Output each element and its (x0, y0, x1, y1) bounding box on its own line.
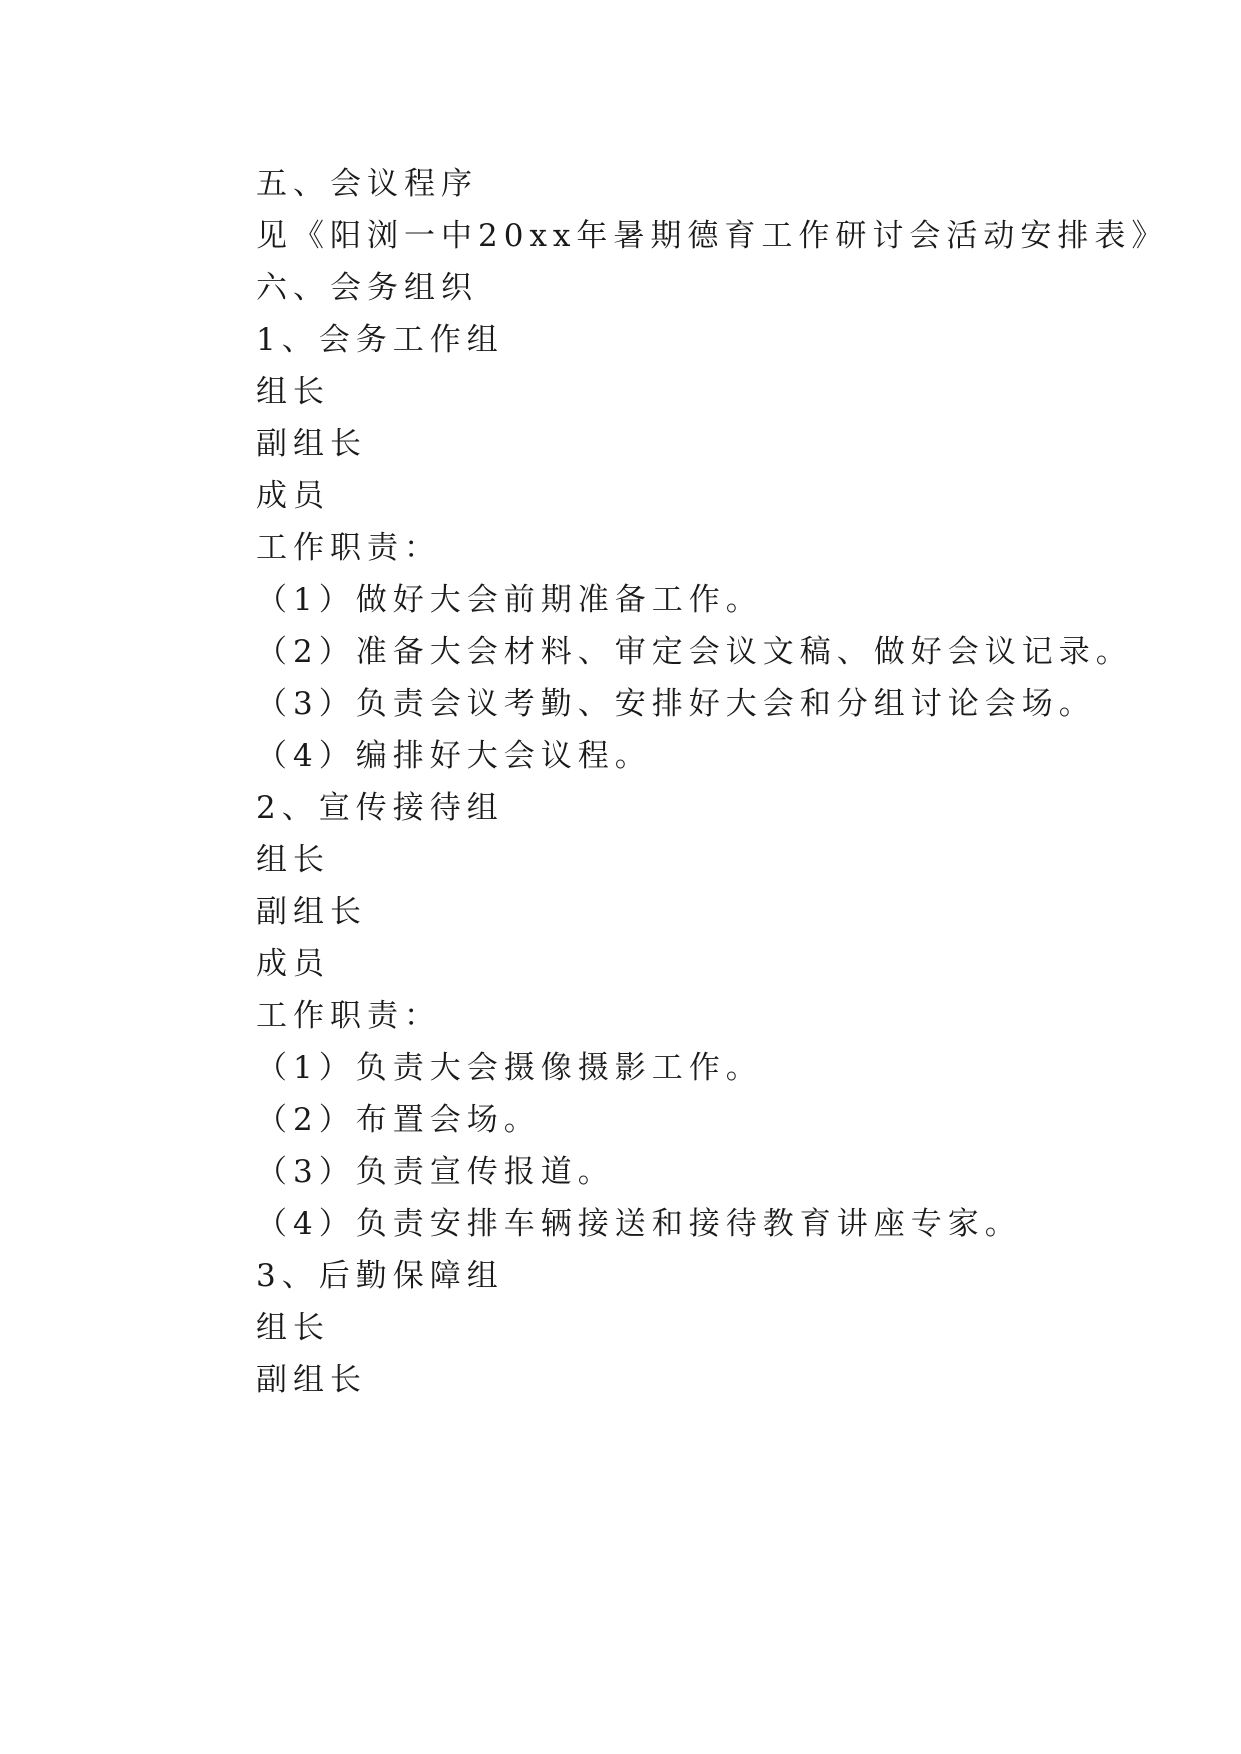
paragraph: 见《阳浏一中20xx年暑期德育工作研讨会活动安排表》 (256, 218, 1169, 254)
duties-heading: 工作职责： (256, 998, 441, 1034)
group-heading: 1、会务工作组 (256, 322, 504, 358)
section-heading: 六、会务组织 (256, 270, 478, 306)
role-label: 副组长 (256, 1362, 367, 1398)
duty-item: （2）布置会场。 (256, 1102, 541, 1138)
role-label: 成员 (256, 946, 330, 982)
duties-heading: 工作职责： (256, 530, 441, 566)
role-label: 副组长 (256, 426, 367, 462)
duty-item: （2）准备大会材料、审定会议文稿、做好会议记录。 (256, 634, 1133, 670)
role-label: 成员 (256, 478, 330, 514)
role-label: 组长 (256, 842, 330, 878)
role-label: 组长 (256, 1310, 330, 1346)
duty-item: （1）负责大会摄像摄影工作。 (256, 1050, 763, 1086)
role-label: 组长 (256, 374, 330, 410)
section-heading: 五、会议程序 (256, 166, 478, 202)
duty-item: （4）编排好大会议程。 (256, 738, 652, 774)
group-heading: 3、后勤保障组 (256, 1258, 504, 1294)
duty-item: （1）做好大会前期准备工作。 (256, 582, 763, 618)
duty-item: （3）负责会议考勤、安排好大会和分组讨论会场。 (256, 686, 1096, 722)
duty-item: （4）负责安排车辆接送和接待教育讲座专家。 (256, 1206, 1022, 1242)
duty-item: （3）负责宣传报道。 (256, 1154, 615, 1190)
document-body (256, 158, 1169, 1406)
group-heading: 2、宣传接待组 (256, 790, 504, 826)
role-label: 副组长 (256, 894, 367, 930)
